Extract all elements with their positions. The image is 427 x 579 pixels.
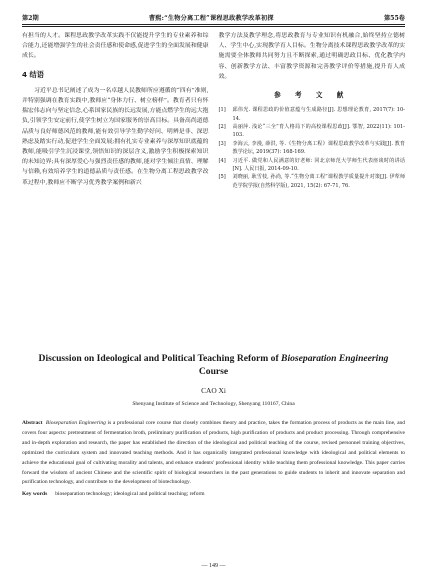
english-abstract-block: [22, 352, 405, 500]
english-title: [22, 352, 405, 378]
reference-number: [4]: [218, 157, 226, 164]
two-column-body: [22, 31, 405, 331]
english-title-tail: Course: [198, 366, 229, 377]
author-name: CAO Xi: [201, 386, 226, 395]
section-heading-conclusion: 4 结语: [22, 69, 44, 79]
abstract-label: Abstract: [22, 420, 43, 426]
body-paragraph: 习近平总书记阐述了成为一名卓越人民教师所应遵循的“四有”准则,并特别强调在教育实践中,教师应“身体力行、树立榜样”。教育者只有怀揣宏伟志向与坚定信念,心系国家民族的长远发展,方能点燃学生的远大抱负,引领学生安定前行,使学生树立为国家服务的崇高目标。具备高尚道德品质与良好师德风范的教师,能有效引导学生勤学好问、明辨是非、深思熟虑及踏实行动,促进学生全面发展;拥有扎实专业素养与深厚知识底蕴的教师,能吸引学生沉浸课堂,领悟知识的深层含义,激励学生积极探索知识的未知边界;具有深厚爱心与强烈责任感的教师,能对学生倾注真情、理解与信赖,有效培养学生的道德品质与责任感。在生物分离工程思政教学改革过程中,教师应不断学习优秀教学案例和新兴: [22, 87, 209, 186]
reference-text: 高丽萍. 浅论“三全”育人格局下的高校课程思政[J]. 鄂智, 2022(11): 101-103.: [232, 124, 405, 139]
abstract-paragraph: [22, 419, 405, 488]
left-column: [22, 31, 209, 331]
reference-item: [219, 123, 406, 140]
reference-item: [219, 157, 406, 174]
reference-number: [1]: [218, 107, 226, 114]
reference-number: [3]: [218, 140, 226, 147]
abstract-text: is a professional core course that closely combines theory and practice, takes the formation process of products as the main line, and covers four aspects: pretreatment of fermentation broth, preliminary purification of products, high purification of products and product processing. Through comprehensive and in-depth exploration and research, the paper has established the direction of the ideological and political teaching of the course, revised personnel training objectives, optimized the curriculum system and innovated teaching methods. And it has organically integrated professional knowledge with ideological and political elements to achieve the educational goal of cultivating morality and talents, and enhance students' professional identity while teaching them professional knowledge. This paper carries forward the wisdom of ancient Chinese and the scientific spirit of biological researchers in the past generations to guide students to inherit and innovate separation and purification technology, and contribute to the development of biotechnology.: [22, 420, 406, 486]
references-heading: 参 考 文 献: [274, 91, 350, 100]
article-running-title: 曹熙:“生物分离工程”课程思政教学改革初探: [148, 15, 274, 22]
english-title-italic: Bioseparation Engineering: [281, 353, 389, 364]
keywords-text: bioseparation technology; ideological and political teaching; reform: [55, 491, 205, 498]
reference-text: 邱伟光. 课程思政的价值意蕴与生成路径[J]. 思想理论教育, 2017(7): 10-14.: [232, 107, 405, 122]
volume-label: 第55卷: [383, 15, 405, 22]
body-paragraph: 教学方法及教学理念,将思政教育与专业知识有机融合,始终坚持立德树人、学生中心,实现教学育人目标。生物分离技术课程思政教学改革的实施需要全体教师共同努力且不断探索,通过明确思政目标、优化教学内容、创新教学方法、丰富教学资源和完善教学评价等措施,提升育人成效。: [218, 33, 405, 80]
reference-item: [219, 106, 406, 123]
abstract-italic-term: Bioseparation Engineering: [45, 420, 106, 426]
issue-label: 第2期: [22, 15, 39, 22]
body-paragraph: 有担当的人才。课程思政教学改革实践不仅能提升学生的专业素养和综合能力,还能增强学生的社会责任感和使命感,促进学生的全面发展和健康成长。: [22, 33, 209, 60]
page-number: — 149 —: [201, 563, 226, 569]
running-header: [22, 10, 405, 22]
author-affiliation: Shenyang Institute of Science and Technology, Shenyang 110167, China: [132, 401, 295, 407]
reference-text: 刘晓丽, 耿雪枝, 孙尚, 等.“生物分离工程”课程教学质量提升对策[J]. 伊犁师范学院学报(自然科学版), 2021, 15(2): 67-71, 76.: [232, 174, 405, 189]
reference-text: 习近平. 做党和人民满意的好老师: 同北京师范大学师生代表座谈时的讲话[N]. 人民日报, 2014-09-10.: [232, 157, 405, 173]
right-column: [219, 31, 406, 331]
reference-text: 李海云, 李漫, 薛洪, 等.《生物分离工程》课程思政教学改革与实践[J]. 教育教学论坛, 2019(37): 168-169.: [232, 140, 405, 156]
reference-item: [219, 140, 406, 157]
reference-item: [219, 173, 406, 190]
english-title-main: Discussion on Ideological and Political Teaching Reform of: [38, 353, 282, 364]
header-rule-bottom: [22, 26, 405, 27]
reference-number: [5]: [218, 174, 226, 181]
reference-number: [2]: [218, 124, 226, 131]
keywords-line: [22, 490, 405, 500]
reference-list: [219, 106, 406, 190]
keywords-label: Key words: [22, 491, 48, 498]
